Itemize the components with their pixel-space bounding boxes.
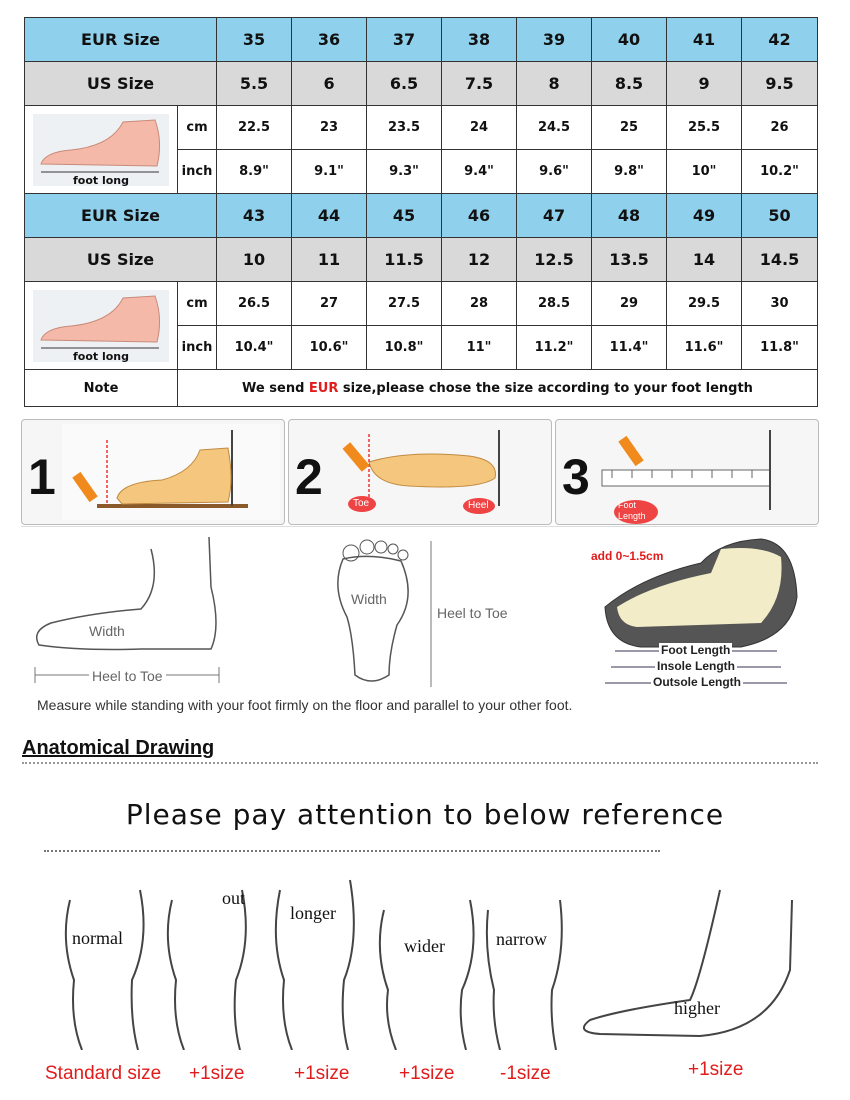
size-cell: 9.5 (742, 62, 818, 106)
size-cell: 38 (442, 18, 517, 62)
unit-label: cm (178, 106, 217, 150)
unit-label: inch (178, 150, 217, 194)
size-cell: 23 (292, 106, 367, 150)
insole-length-label: Insole Length (657, 659, 735, 673)
foot-long-caption: foot long (72, 174, 130, 187)
toe-label: Toe (353, 498, 370, 509)
size-cell: 25 (592, 106, 667, 150)
size-cell: 24 (442, 106, 517, 150)
size-cell: 9.1" (292, 150, 367, 194)
step-3-number: 3 (562, 449, 590, 505)
size-cell: 47 (517, 194, 592, 238)
size-cell: 40 (592, 18, 667, 62)
foot-type-out-label: out (222, 888, 246, 908)
size-cell: 7.5 (442, 62, 517, 106)
foot-length-label: Foot Length (618, 500, 646, 521)
size-row (25, 106, 818, 150)
step-1-number: 1 (28, 449, 56, 505)
size-advice-out: +1size (189, 1063, 245, 1084)
size-cell: 6.5 (367, 62, 442, 106)
width-label-side: Width (89, 623, 125, 639)
heel-to-toe-label-sole: Heel to Toe (437, 605, 508, 621)
size-cell: 10.8" (367, 326, 442, 370)
size-cell: 11.2" (517, 326, 592, 370)
size-cell: 11.6" (667, 326, 742, 370)
measurement-diagrams (21, 526, 817, 719)
foot-length-diagram-label: Foot Length (661, 643, 731, 657)
size-row (25, 238, 818, 282)
size-cell: 14.5 (742, 238, 818, 282)
size-row (25, 18, 818, 62)
size-cell: 5.5 (217, 62, 292, 106)
size-cell: 9.3" (367, 150, 442, 194)
size-cell: 27.5 (367, 282, 442, 326)
step-1-panel (21, 419, 285, 525)
note-text-pre: We send (242, 380, 309, 396)
size-cell: 11.5 (367, 238, 442, 282)
anatomical-drawing-heading: Anatomical Drawing (22, 737, 215, 759)
foot-type-higher-label: higher (674, 998, 720, 1018)
size-cell: 35 (217, 18, 292, 62)
step-2-illustration (289, 420, 551, 524)
step-2-panel (288, 419, 552, 525)
size-cell: 26.5 (217, 282, 292, 326)
size-cell: 12 (442, 238, 517, 282)
width-label-sole: Width (351, 591, 387, 607)
size-cell: 28 (442, 282, 517, 326)
size-cell: 8.5 (592, 62, 667, 106)
heading-divider (22, 762, 818, 764)
size-cell: 9.8" (592, 150, 667, 194)
note-label: Note (25, 370, 178, 407)
step-3-illustration (556, 420, 818, 524)
row-label: US Size (25, 62, 217, 106)
size-row (25, 62, 818, 106)
step-1-illustration (22, 420, 284, 524)
size-cell: 8.9" (217, 150, 292, 194)
size-cell: 11.8" (742, 326, 818, 370)
size-cell: 9.6" (517, 150, 592, 194)
size-advice-wider: +1size (399, 1063, 455, 1084)
size-cell: 8 (517, 62, 592, 106)
size-cell: 23.5 (367, 106, 442, 150)
size-cell: 41 (667, 18, 742, 62)
row-label: US Size (25, 238, 217, 282)
size-cell: 36 (292, 18, 367, 62)
size-cell: 49 (667, 194, 742, 238)
size-row (25, 282, 818, 326)
size-cell: 50 (742, 194, 818, 238)
size-cell: 46 (442, 194, 517, 238)
size-cell: 12.5 (517, 238, 592, 282)
note-text-eur: EUR (308, 380, 339, 396)
size-cell: 44 (292, 194, 367, 238)
size-chart-table (24, 17, 818, 407)
foot-length-illustration (25, 282, 178, 370)
size-advice-narrow: -1size (500, 1063, 551, 1084)
add-allowance-label: add 0~1.5cm (591, 549, 664, 563)
size-cell: 45 (367, 194, 442, 238)
size-cell: 10 (217, 238, 292, 282)
foot-type-normal-label: normal (72, 928, 123, 948)
size-cell: 10.6" (292, 326, 367, 370)
measurement-sketches (21, 527, 817, 719)
size-cell: 10.2" (742, 150, 818, 194)
size-cell: 29 (592, 282, 667, 326)
size-cell: 22.5 (217, 106, 292, 150)
heel-to-toe-label-side: Heel to Toe (89, 668, 166, 684)
size-cell: 42 (742, 18, 818, 62)
size-cell: 30 (742, 282, 818, 326)
row-label: EUR Size (25, 18, 217, 62)
row-label: EUR Size (25, 194, 217, 238)
size-cell: 28.5 (517, 282, 592, 326)
size-cell: 43 (217, 194, 292, 238)
unit-label: inch (178, 326, 217, 370)
outsole-length-label: Outsole Length (653, 675, 741, 689)
note-text (178, 370, 818, 407)
size-cell: 27 (292, 282, 367, 326)
step-3-panel (555, 419, 819, 525)
measure-instruction: Measure while standing with your foot firmly on the floor and parallel to your other foot. (37, 697, 573, 713)
foot-length-illustration (25, 106, 178, 194)
size-cell: 10.4" (217, 326, 292, 370)
size-row (25, 194, 818, 238)
size-cell: 24.5 (517, 106, 592, 150)
unit-label: cm (178, 282, 217, 326)
size-cell: 37 (367, 18, 442, 62)
size-cell: 9.4" (442, 150, 517, 194)
reference-title: Please pay attention to below reference (125, 798, 725, 831)
size-cell: 48 (592, 194, 667, 238)
size-cell: 26 (742, 106, 818, 150)
size-cell: 11" (442, 326, 517, 370)
size-cell: 25.5 (667, 106, 742, 150)
size-advice-longer: +1size (294, 1063, 350, 1084)
foot-type-wider-label: wider (404, 936, 445, 956)
size-cell: 11.4" (592, 326, 667, 370)
foot-type-narrow-label: narrow (496, 929, 547, 949)
size-cell: 13.5 (592, 238, 667, 282)
size-advice-higher: +1size (688, 1059, 744, 1080)
size-advice-normal: Standard size (45, 1063, 162, 1084)
size-cell: 29.5 (667, 282, 742, 326)
note-text-post: size,please chose the size according to your foot length (338, 380, 753, 396)
heel-label: Heel (468, 500, 489, 511)
step-2-number: 2 (295, 449, 323, 505)
note-row (25, 370, 818, 407)
size-cell: 14 (667, 238, 742, 282)
size-cell: 11 (292, 238, 367, 282)
size-cell: 6 (292, 62, 367, 106)
size-cell: 10" (667, 150, 742, 194)
foot-type-longer-label: longer (290, 903, 336, 923)
foot-long-caption: foot long (72, 350, 130, 363)
size-cell: 39 (517, 18, 592, 62)
size-cell: 9 (667, 62, 742, 106)
